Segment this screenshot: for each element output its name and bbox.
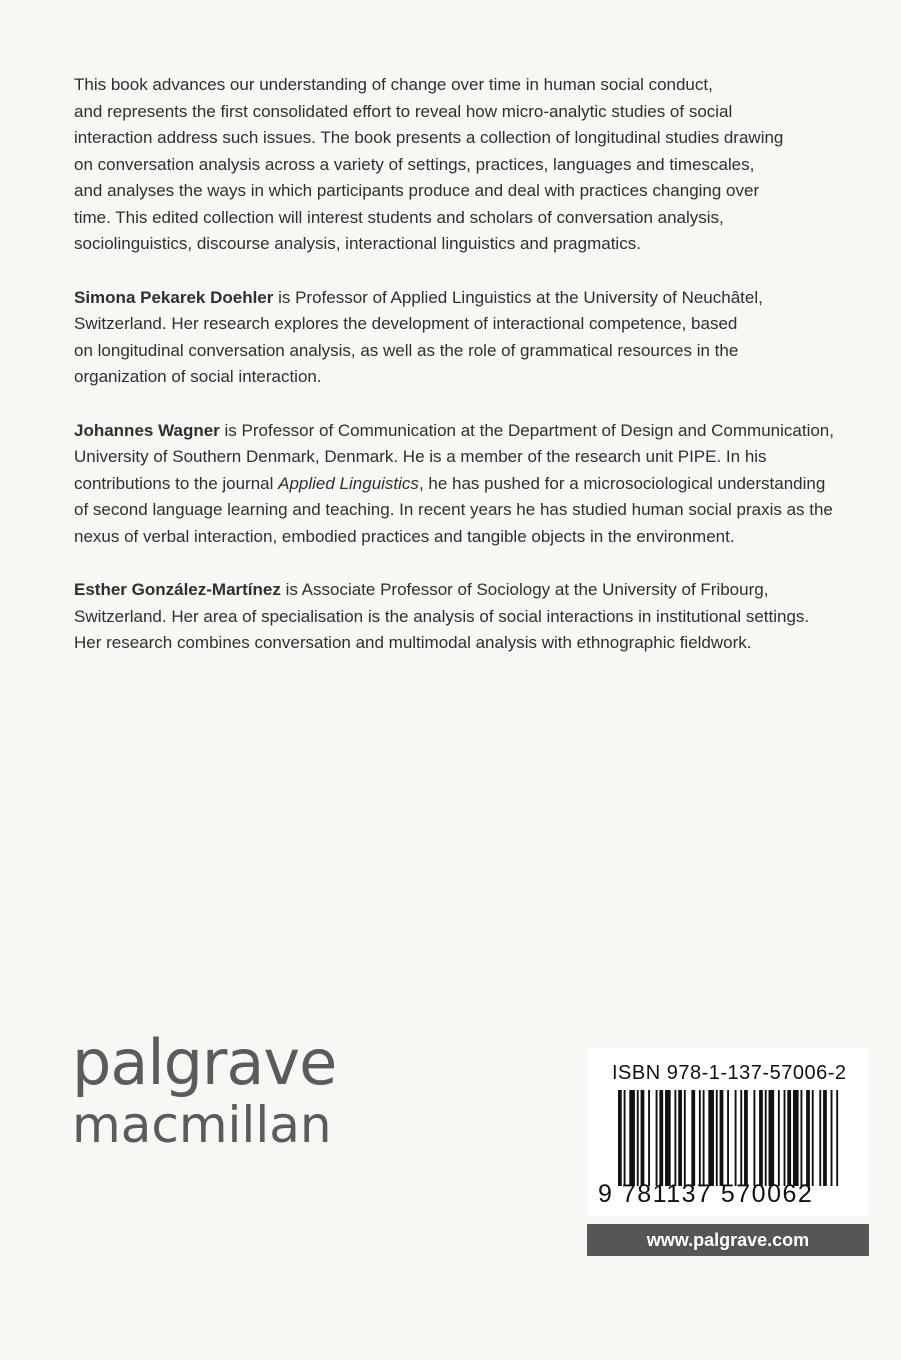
isbn-label: ISBN 978-1-137-57006-2 [612,1062,847,1084]
barcode-bar [727,1090,729,1186]
author-name: Esther González-Martínez [74,580,281,599]
barcode-bar [624,1090,626,1186]
barcode-bar [836,1090,838,1186]
barcode-bar [812,1090,814,1186]
barcode-bar [793,1090,799,1186]
barcode-bar [659,1090,663,1186]
barcode-bar [618,1090,622,1186]
blurb-line: and analyses the ways in which participants produce and deal with practices changing over [74,181,760,200]
barcode-bar [648,1090,650,1186]
barcode-bar [674,1090,676,1186]
back-cover-text [74,72,874,684]
barcode-bar [641,1090,645,1186]
author-name: Johannes Wagner [74,420,220,440]
barcode-bar [703,1090,705,1186]
barcode-bar [753,1090,755,1186]
blurb-line: sociolinguistics, discourse analysis, interactional linguistics and pragmatics. [74,234,641,253]
blurb-line: interaction address such issues. The book presents a collection of longitudinal studies drawing [74,128,784,147]
journal-title: Applied Linguistics [278,473,419,493]
bio-line: contributions to the journal Applied Linguistics, he has pushed for a microsociological understanding [74,473,826,493]
author-bio-gonzalez-martinez [74,577,874,657]
barcode-bar [740,1090,742,1186]
barcode-bar [735,1090,737,1186]
blurb-paragraph [74,72,874,258]
barcode-bar [787,1090,791,1186]
barcode-bar [720,1090,724,1186]
publisher-website[interactable]: www.palgrave.com [587,1224,869,1256]
bio-line: Johannes Wagner is Professor of Communication at the Department of Design and Communication, [74,420,834,440]
barcode-bar [806,1090,810,1186]
author-bio-pekarek-doehler [74,285,874,391]
barcode-bar [800,1090,802,1186]
bio-line: Esther González-Martínez is Associate Professor of Sociology at the University of Fribourg, [74,580,769,599]
author-name: Simona Pekarek Doehler [74,287,274,307]
barcode-bar [765,1090,767,1186]
barcode-bar [678,1090,682,1186]
bio-line: University of Southern Denmark, Denmark. He is a member of the research unit PIPE. In his [74,447,767,466]
barcode-bar [716,1090,718,1186]
barcode-bar [823,1090,827,1186]
barcode-bar [684,1090,686,1186]
bio-line: of second language learning and teaching. In recent years he has studied human social praxis as the [74,500,833,519]
barcode-bar [656,1090,658,1186]
barcode-bar [637,1090,639,1186]
author-bio-wagner [74,418,874,551]
barcode-bar [629,1090,635,1186]
bio-line: Simona Pekarek Doehler is Professor of Applied Linguistics at the University of Neuchâtel, [74,287,763,307]
barcode-bars [618,1090,840,1186]
barcode-bar [831,1090,833,1186]
bio-line: organization of social interaction. [74,367,322,386]
barcode-bar [769,1090,775,1186]
barcode-bar [759,1090,763,1186]
barcode-bar [784,1090,786,1186]
barcode-bar [778,1090,780,1186]
barcode-bar [819,1090,821,1186]
blurb-line: and represents the first consolidated effort to reveal how micro-analytic studies of social [74,101,733,121]
blurb-line: time. This edited collection will interest students and scholars of conversation analysis, [74,207,724,227]
barcode-digits: 9 781137 570062 [598,1180,814,1208]
isbn-barcode [588,1048,868,1216]
publisher-logo [72,1026,337,1154]
barcode-bar [699,1090,701,1186]
bio-line: nexus of verbal interaction, embodied practices and tangible objects in the environment. [74,526,735,546]
logo-line-macmillan: macmillan [72,1096,332,1154]
blurb-line: This book advances our understanding of change over time in human social conduct, [74,75,713,94]
bio-line: Switzerland. Her area of specialisation is the analysis of social interactions in institutional settings. [74,606,810,626]
barcode-bar [691,1090,695,1186]
logo-line-palgrave: palgrave [72,1026,337,1099]
barcode-bar [665,1090,671,1186]
barcode-bar [708,1090,714,1186]
blurb-line: on conversation analysis across a variety of settings, practices, languages and timescales, [74,154,755,174]
bio-line: on longitudinal conversation analysis, as well as the role of grammatical resources in the [74,340,739,360]
barcode-bar [744,1090,748,1186]
bio-line: Her research combines conversation and multimodal analysis with ethnographic fieldwork. [74,633,752,652]
bio-line: Switzerland. Her research explores the development of interactional competence, based [74,314,738,333]
